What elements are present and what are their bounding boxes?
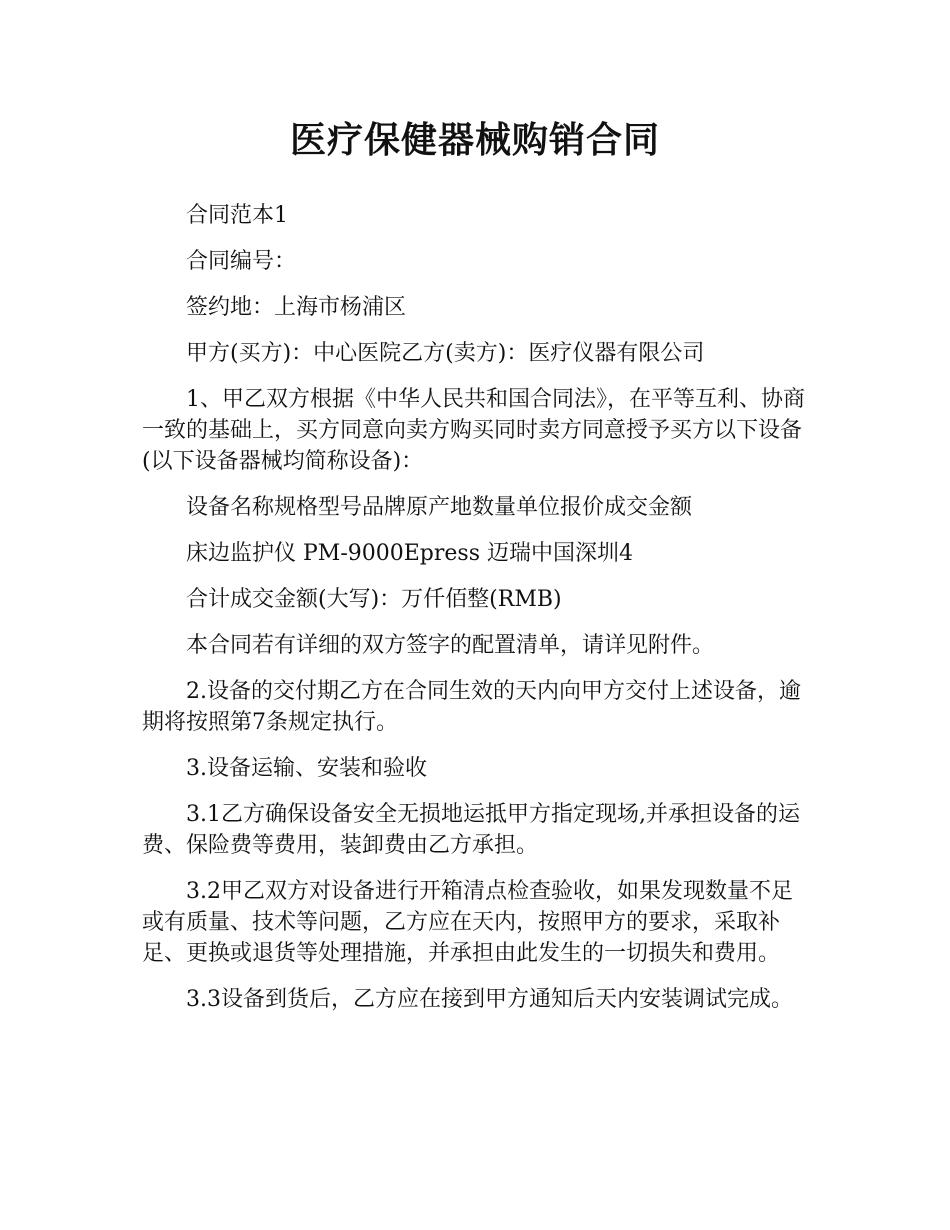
paragraph-clause-1: 1、甲乙双方根据《中华人民共和国合同法》，在平等互利、协商一致的基础上，买方同意向卖方购买同时卖方同意授予买方以下设备(以下设备器械均简称设备)：: [142, 387, 805, 474]
document-title: 医疗保健器械购销合同: [289, 120, 660, 161]
paragraph-clause-3-3: 3.3设备到货后，乙方应在接到甲方通知后天内安装调试完成。: [186, 987, 793, 1012]
paragraph-signing-place: 签约地：上海市杨浦区: [186, 295, 407, 320]
paragraph-total-amount: 合计成交金额(大写)：万仟佰整(RMB): [186, 587, 562, 612]
paragraph-clause-3-heading: 3.设备运输、安装和验收: [186, 756, 427, 781]
paragraph-parties: 甲方(买方)：中心医院乙方(卖方)：医疗仪器有限公司: [186, 341, 705, 366]
paragraph-clause-3-2: 3.2甲乙双方对设备进行开箱清点检查验收，如果发现数量不足或有质量、技术等问题，乙方应在天内，按照甲方的要求，采取补足、更换或退货等处理措施，并承担由此发生的一切损失和费用。: [142, 879, 793, 966]
paragraph-clause-2: 2.设备的交付期乙方在合同生效的天内向甲方交付上述设备，逾期将按照第7条规定执行。: [142, 679, 801, 735]
paragraph-clause-3-1: 3.1乙方确保设备安全无损地运抵甲方指定现场,并承担设备的运费、保险费等费用，装卸费由乙方承担。: [142, 802, 800, 858]
paragraph-contract-number: 合同编号：: [186, 249, 297, 274]
paragraph-equipment-header: 设备名称规格型号品牌原产地数量单位报价成交金额: [186, 495, 693, 520]
paragraph-attachment-note: 本合同若有详细的双方签字的配置清单，请详见附件。: [186, 633, 715, 658]
paragraph-equipment-row: 床边监护仪 PM-9000Epress 迈瑞中国深圳4: [186, 541, 633, 566]
document-body: [142, 200, 812, 1030]
paragraph-template-label: 合同范本1: [186, 203, 288, 228]
